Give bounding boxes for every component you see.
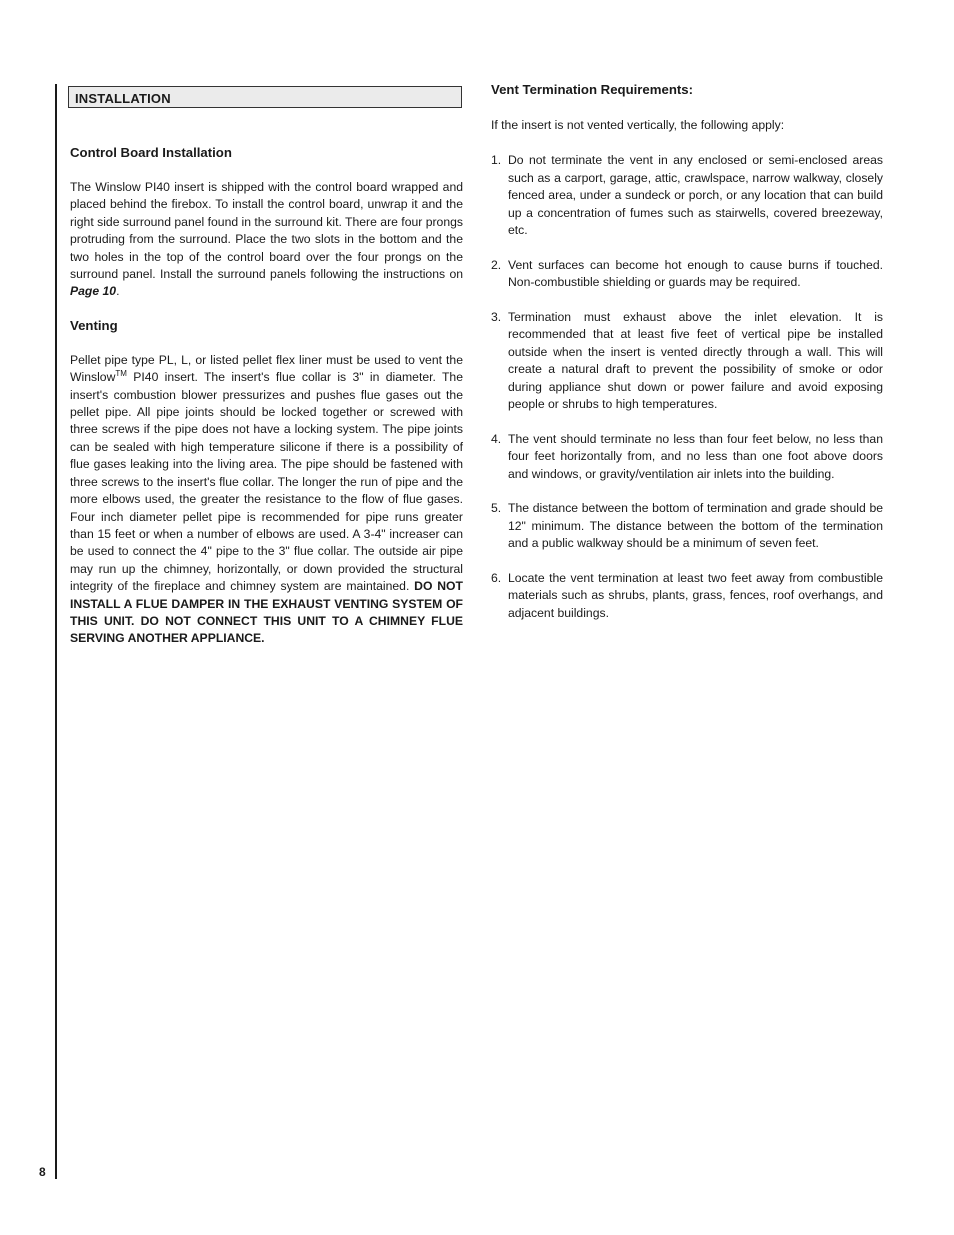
- right-column: [491, 81, 883, 622]
- trademark-mark: TM: [115, 369, 127, 379]
- list-item: [491, 152, 883, 239]
- venting-warning: DO NOT INSTALL A FLUE DAMPER IN THE EXHAUST VENTING SYSTEM OF THIS UNIT. DO NOT CONNECT THIS UNIT TO A CHIMNEY FLUE SERVING ANOTHER APPLIANCE.: [70, 579, 463, 646]
- list-item-text: Vent surfaces can become hot enough to cause burns if touched. Non-combustible shielding or guards may be required.: [508, 257, 883, 290]
- venting-paragraph: [70, 352, 463, 648]
- list-item-number: 5.: [491, 501, 502, 516]
- vent-termination-heading: Vent Termination Requirements:: [491, 82, 693, 97]
- list-item: [491, 570, 883, 622]
- list-item: [491, 309, 883, 413]
- list-item-number: 3.: [491, 310, 502, 325]
- list-item-number: 6.: [491, 571, 502, 586]
- list-item-text: Termination must exhaust above the inlet elevation. It is recommended that at least five feet of vertical pipe be installed outside when the insert is vented directly through a wall. This will create a natural draft to prevent the possibility of smoke or odor during appliance shut down or power failure and avoid exposing people or shrubs to high temperatures.: [508, 310, 883, 412]
- venting-text-a: Pellet pipe type PL, L, or listed pellet flex liner must be used to vent the Winslow: [70, 352, 463, 385]
- margin-rule: [55, 84, 57, 1179]
- list-item: [491, 500, 883, 552]
- page-reference-link[interactable]: Page 10: [70, 284, 117, 299]
- list-item: [491, 431, 883, 483]
- control-board-text-end: .: [116, 284, 120, 299]
- list-item-number: 4.: [491, 431, 502, 446]
- section-header-installation: INSTALLATION: [68, 86, 462, 108]
- control-board-heading: Control Board Installation: [70, 145, 232, 160]
- control-board-text: The Winslow PI40 insert is shipped with the control board wrapped and placed behind the firebox. To install the control board, unwrap it and the right side surround panel found in the surround kit. There are four prongs protruding from the surround. Place the two slots in the bottom and the two holes in the top of the control board over the four prongs on the surround panel. Install the surround panels following the instructions on: [70, 180, 463, 282]
- list-item: [491, 257, 883, 292]
- vent-termination-intro: If the insert is not vented vertically, the following apply:: [491, 118, 785, 132]
- venting-heading: Venting: [70, 317, 118, 333]
- list-item-text: Locate the vent termination at least two feet away from combustible materials such as shrubs, plants, grass, fences, roof overhangs, and adjacent buildings.: [508, 571, 883, 620]
- control-board-paragraph: [70, 179, 463, 301]
- list-item-number: 1.: [491, 153, 502, 168]
- page-number: 8: [39, 1165, 46, 1179]
- list-item-text: The vent should terminate no less than four feet below, no less than four feet horizontally from, and no less than one foot above doors and windows, or gravity/ventilation air inlets into the building.: [508, 431, 883, 481]
- left-column: [70, 86, 463, 648]
- vent-termination-list: [491, 152, 883, 622]
- list-item-number: 2.: [491, 257, 502, 272]
- venting-text-b: PI40 insert. The insert's flue collar is 3" in diameter. The insert's combustion blower pressurizes and pushes flue gases out the pellet pipe. All pipe joints should be locked together or screwed with three screws if the pipe does not have a locking system. The pipe joints can be sealed with high temperature silicone if there is a possibility of flue gases leaking into the living area. The pipe should be fastened with three screws to the insert's flue collar. The longer the run of pipe and the more elbows used, the greater the resistance to the flow of flue gases. Four inch diameter pellet pipe is recommended for pipe runs greater than 15 feet or when a number of elbows are used. A 3-4" increaser can be used to connect the 4" pipe to the 3" flue collar. The outside air pipe may run up the chimney, horizontally, or down provided the structural integrity of the fireplace and chimney system are maintained.: [70, 370, 463, 594]
- list-item-text: Do not terminate the vent in any enclosed or semi-enclosed areas such as a carport, garage, attic, crawlspace, narrow walkway, closely fenced area, under a sundeck or porch, or any location that can build up a concentration of fumes such as stairwells, covered breezeway, etc.: [508, 153, 883, 238]
- list-item-text: The distance between the bottom of termination and grade should be 12" minimum. The distance between the bottom of the termination and a public walkway should be a minimum of seven feet.: [508, 501, 883, 551]
